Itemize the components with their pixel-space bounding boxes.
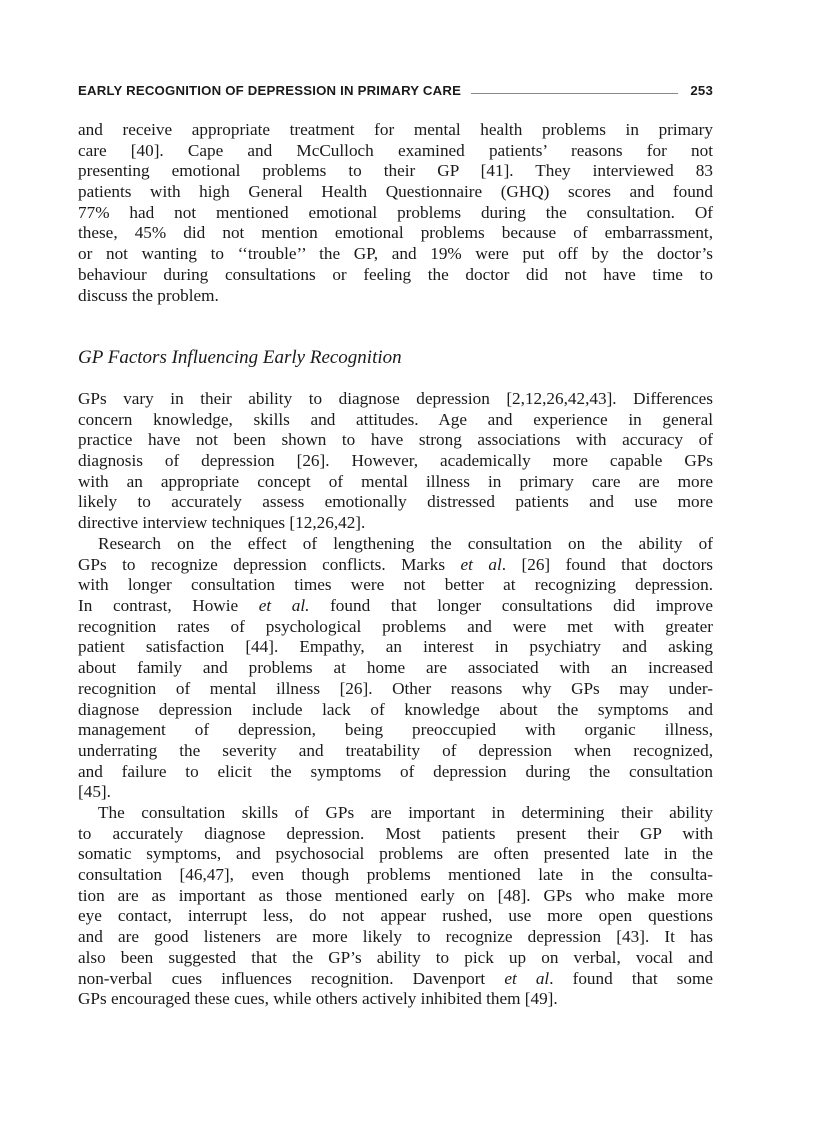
text-line: and are good listeners are more likely to recognize depression [43]. It has <box>78 927 713 947</box>
text-line: these, 45% did not mention emotional problems because of embarrassment, <box>78 223 713 243</box>
text-line: care [40]. Cape and McCulloch examined patients’ reasons for not <box>78 140 713 160</box>
text-line: patients with high General Health Questionnaire (GHQ) scores and found <box>78 182 713 202</box>
text-line: non-verbal cues influences recognition. Davenport et al. found that some <box>78 968 713 988</box>
text-line: consultation [46,47], even though problems mentioned late in the consulta- <box>78 865 713 885</box>
text-line: recognition of mental illness [26]. Other reasons why GPs may under- <box>78 678 713 698</box>
text-line: [45]. <box>78 782 111 802</box>
text-line: likely to accurately assess emotionally distressed patients and use more <box>78 492 713 512</box>
text-line: practice have not been shown to have strong associations with accuracy of <box>78 430 713 450</box>
text-line: patient satisfaction [44]. Empathy, an interest in psychiatry and asking <box>78 637 713 657</box>
text-line: GPs vary in their ability to diagnose depression [2,12,26,42,43]. Differences <box>78 389 713 408</box>
section-heading: GP Factors Influencing Early Recognition <box>78 347 402 368</box>
text-line: to accurately diagnose depression. Most patients present their GP with <box>78 823 713 843</box>
text-line: and receive appropriate treatment for mental health problems in primary <box>78 120 713 139</box>
text-line: behaviour during consultations or feeling the doctor did not have time to <box>78 264 713 284</box>
text-line: also been suggested that the GP’s ability to pick up on verbal, vocal and <box>78 947 713 967</box>
text-line: presenting emotional problems to their GP [41]. They interviewed 83 <box>78 161 713 181</box>
text-line: diagnosis of depression [26]. However, academically more capable GPs <box>78 451 713 471</box>
text-line: and failure to elicit the symptoms of depression during the consultation <box>78 761 713 781</box>
text-line: GPs encouraged these cues, while others actively inhibited them [49]. <box>78 989 558 1009</box>
text-line: directive interview techniques [12,26,42]. <box>78 513 366 533</box>
text-line: tion are as important as those mentioned early on [48]. GPs who make more <box>78 885 713 905</box>
text-line: 77% had not mentioned emotional problems during the consultation. Of <box>78 202 713 222</box>
text-line: management of depression, being preoccupied with organic illness, <box>78 720 713 740</box>
text-line: GPs to recognize depression conflicts. Marks et al. [26] found that doctors <box>78 554 713 574</box>
text-line: somatic symptoms, and psychosocial problems are often presented late in the <box>78 844 713 864</box>
running-header <box>78 80 713 100</box>
text-line: The consultation skills of GPs are important in determining their ability <box>98 803 713 822</box>
text-line: about family and problems at home are associated with an increased <box>78 658 713 678</box>
running-header-title: EARLY RECOGNITION OF DEPRESSION IN PRIMARY CARE <box>78 82 462 98</box>
paragraph-2 <box>78 389 713 534</box>
text-line: with an appropriate concept of mental illness in primary care are more <box>78 471 713 491</box>
text-line: underrating the severity and treatability of depression when recognized, <box>78 740 713 760</box>
text-line: eye contact, interrupt less, do not appear rushed, use more open questions <box>78 906 713 926</box>
text-line: In contrast, Howie et al. found that longer consultations did improve <box>78 596 713 616</box>
text-line: Research on the effect of lengthening the consultation on the ability of <box>98 534 713 553</box>
text-line: with longer consultation times were not better at recognizing depression. <box>78 575 713 595</box>
page-number: 253 <box>690 82 713 98</box>
paragraph-3 <box>78 534 713 803</box>
paragraph-1 <box>78 120 713 306</box>
header-rule <box>471 93 678 94</box>
text-line: diagnose depression include lack of knowledge about the symptoms and <box>78 699 713 719</box>
text-line: or not wanting to ‘‘trouble’’ the GP, and 19% were put off by the doctor’s <box>78 244 713 264</box>
text-line: discuss the problem. <box>78 285 219 305</box>
paragraph-4 <box>78 803 713 1010</box>
text-line: concern knowledge, skills and attitudes. Age and experience in general <box>78 409 713 429</box>
text-line: recognition rates of psychological problems and were met with greater <box>78 616 713 636</box>
